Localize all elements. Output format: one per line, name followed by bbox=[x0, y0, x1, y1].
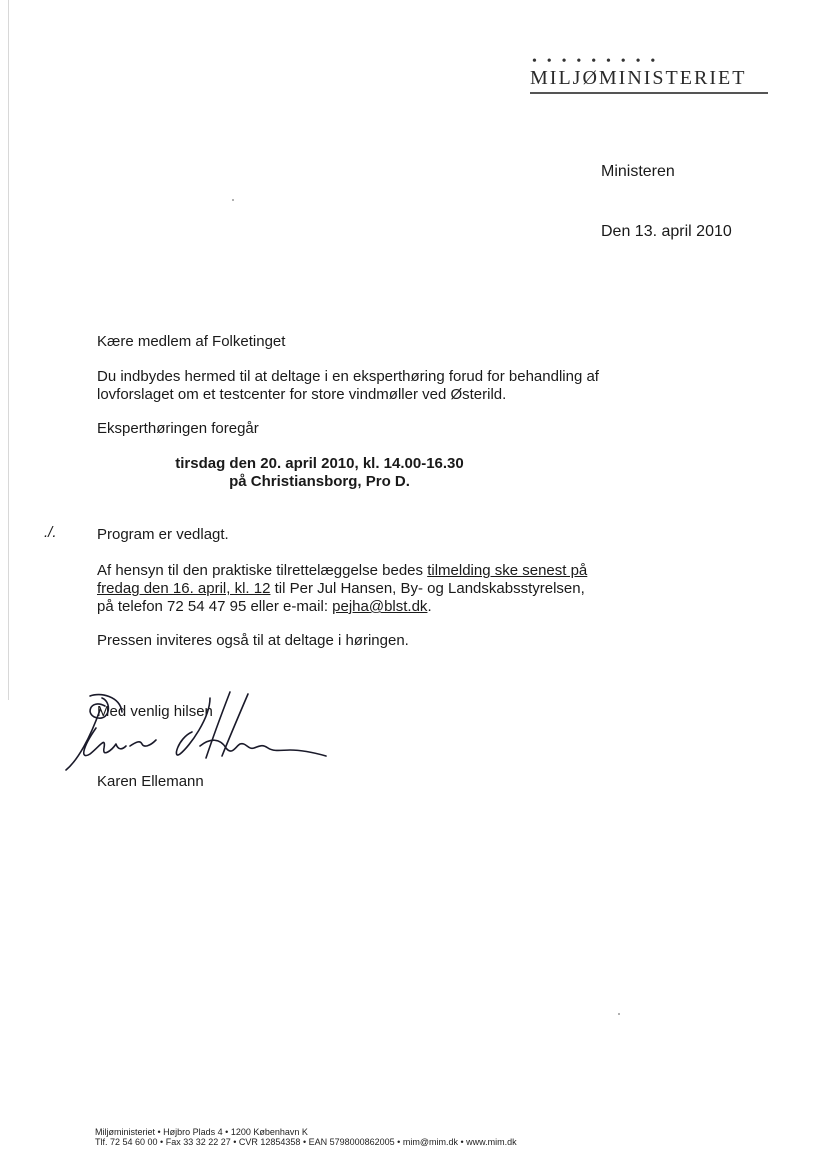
letter-date: Den 13. april 2010 bbox=[601, 223, 732, 240]
program-note: Program er vedlagt. bbox=[97, 526, 229, 543]
invitation-paragraph bbox=[97, 368, 637, 404]
registration-line-1 bbox=[97, 562, 637, 580]
invitation-line-2: lovforslaget om et testcenter for store vindmøller ved Østerild. bbox=[97, 386, 507, 403]
scan-speck bbox=[232, 199, 234, 201]
scan-speck bbox=[618, 1013, 620, 1015]
scan-edge-line bbox=[8, 0, 9, 700]
letter-footer bbox=[95, 1127, 517, 1147]
registration-deadline-1: tilmelding ske senest på bbox=[427, 562, 588, 579]
sender-title: Ministeren bbox=[601, 163, 675, 180]
logo-dots: • • • • • • • • • bbox=[532, 54, 659, 69]
registration-end: . bbox=[427, 598, 432, 615]
registration-deadline-2: fredag den 16. april, kl. 12 bbox=[97, 580, 271, 597]
closing-greeting: Med venlig hilsen bbox=[97, 703, 213, 720]
signer-name: Karen Ellemann bbox=[97, 773, 204, 790]
event-date-time: tirsdag den 20. april 2010, kl. 14.00-16.30 bbox=[175, 455, 464, 472]
event-location: på Christiansborg, Pro D. bbox=[229, 473, 410, 490]
logo-rule bbox=[530, 92, 768, 94]
invitation-line-1: Du indbydes hermed til at deltage i en eksperthøring forud for behandling af bbox=[97, 368, 599, 385]
hearing-intro: Eksperthøringen foregår bbox=[97, 420, 259, 437]
margin-mark: ./. bbox=[44, 524, 57, 541]
registration-text: Af hensyn til den praktiske tilrettelæggelse bedes bbox=[97, 562, 428, 579]
letterhead-logo bbox=[530, 54, 770, 94]
press-note: Pressen inviteres også til at deltage i høringen. bbox=[97, 632, 409, 649]
handwritten-signature bbox=[60, 688, 340, 778]
footer-address: Miljøministeriet • Højbro Plads 4 • 1200 København K bbox=[95, 1127, 308, 1137]
footer-contact: Tlf. 72 54 60 00 • Fax 33 32 22 27 • CVR 12854358 • EAN 5798000862005 • mim@mim.dk • www.mim.dk bbox=[95, 1137, 517, 1147]
registration-phone: på telefon 72 54 47 95 eller e-mail: bbox=[97, 598, 333, 615]
registration-paragraph bbox=[97, 562, 637, 616]
organization-name: MILJØMINISTERIET bbox=[530, 67, 747, 89]
registration-contact: til Per Jul Hansen, By- og Landskabsstyrelsen, bbox=[270, 580, 585, 597]
event-details bbox=[97, 455, 542, 491]
salutation: Kære medlem af Folketinget bbox=[97, 333, 286, 350]
contact-email-link[interactable]: pejha@blst.dk bbox=[332, 598, 428, 615]
registration-line-3 bbox=[97, 598, 637, 616]
registration-line-2 bbox=[97, 580, 637, 598]
